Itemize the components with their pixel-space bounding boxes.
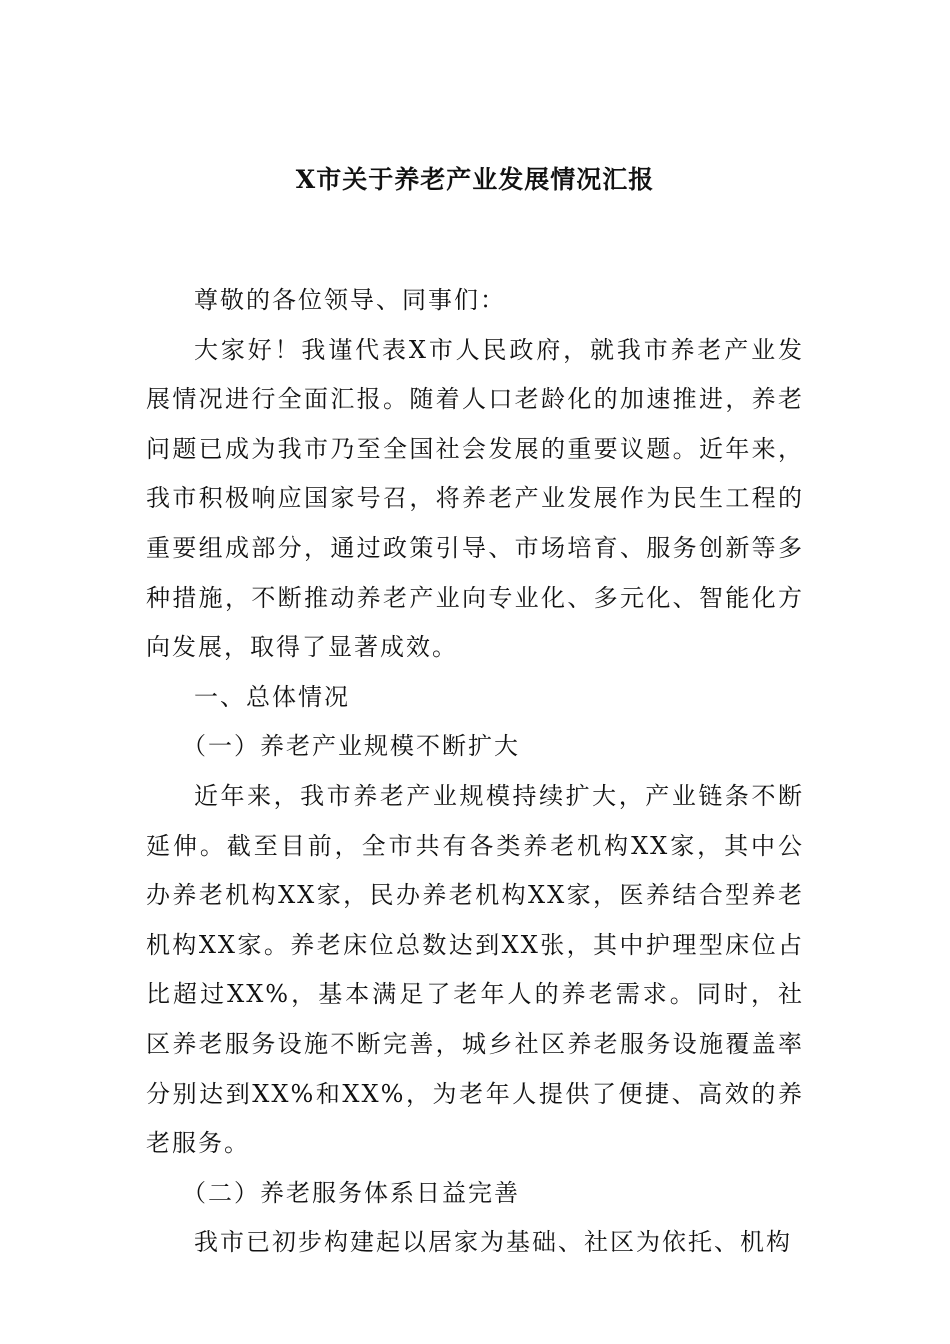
document-body <box>146 276 804 1268</box>
subsection-heading-scale: （一）养老产业规模不断扩大 <box>182 732 520 761</box>
paragraph-scale: 近年来，我市养老产业规模持续扩大，产业链条不断延伸。截至目前，全市共有各类养老机构XX家，其中公办养老机构XX家，民办养老机构XX家，医养结合型养老机构XX家。养老床位总数达到XX张，其中护理型床位占比超过XX%，基本满足了老年人的养老需求。同时，社区养老服务设施不断完善，城乡社区养老服务设施覆盖率分别达到XX%和XX%，为老年人提供了便捷、高效的养老服务。 <box>146 781 804 1158</box>
subsection-heading-service-system: （二）养老服务体系日益完善 <box>182 1178 520 1207</box>
document-title: X市关于养老产业发展情况汇报 <box>295 165 655 194</box>
section-heading-overview: 一、总体情况 <box>194 682 350 711</box>
paragraph-intro: 大家好！我谨代表X市人民政府，就我市养老产业发展情况进行全面汇报。随着人口老龄化的加速推进，养老问题已成为我市乃至全国社会发展的重要议题。近年来，我市积极响应国家号召，将养老产业发展作为民生工程的重要组成部分，通过政策引导、市场培育、服务创新等多种措施，不断推动养老产业向专业化、多元化、智能化方向发展，取得了显著成效。 <box>146 335 804 662</box>
salutation: 尊敬的各位领导、同事们： <box>194 286 506 314</box>
paragraph-service-system: 我市已初步构建起以居家为基础、社区为依托、机构 <box>194 1228 792 1257</box>
